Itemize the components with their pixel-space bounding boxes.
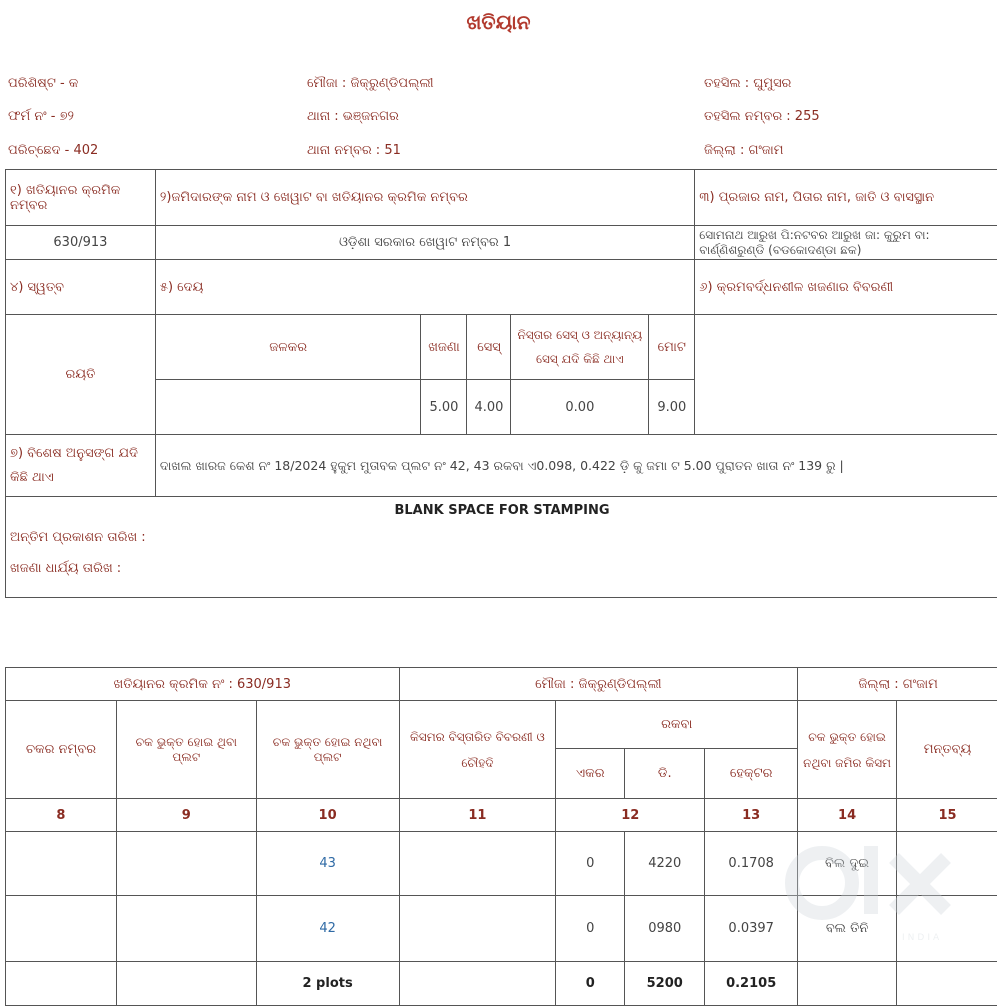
thana-label: ଥାନା : ଭଞ୍ଜନଗର [307, 109, 399, 124]
col-number: 10 [256, 799, 399, 832]
kisam-detail-header: କିସମର ବିସ୍ତାରିତ ବିବରଣୀ ଓ ଚୌହଦି [399, 701, 556, 799]
khatiyan-serial-header: ୧) ଖତିୟାନର କ୍ରମିକ ନମ୍ବର [6, 170, 156, 226]
total-plots: 2 plots [256, 962, 399, 1006]
bishesha-header: ୭) ବିଶେଷ ଅନୁସଙ୍ଗ ଯଦି କିଛି ଥାଏ [6, 435, 156, 497]
ekar-value: 0 [556, 832, 625, 896]
olx-x-shape [894, 858, 946, 910]
olx-watermark-logo [782, 838, 962, 948]
khatiyan-main-table [5, 169, 997, 598]
deya-header: ୫) ଦେୟ [155, 260, 694, 315]
col-number: 11 [399, 799, 556, 832]
di-header: ଡି. [625, 749, 705, 799]
zamindar-value: ଓଡ଼ିଶା ସରକାର ଖେୱାଟ ନମ୍ବର 1 [155, 226, 694, 260]
col-number: 15 [897, 799, 997, 832]
parichhed-label: ପରିଚ୍ଛେଦ - 402 [8, 143, 98, 158]
col-number: 13 [705, 799, 798, 832]
ses-header: ସେସ୍ [467, 315, 511, 380]
hectare-value: 0.0397 [705, 896, 798, 962]
zilla-top: ଜିଲ୍ଲା : ଗଂଜାମ [798, 668, 997, 701]
khajana-header: ଖଜଣା [421, 315, 467, 380]
tahasil-label: ତହସିଲ : ଘୁମୁସର [704, 76, 791, 91]
plot-link[interactable]: 43 [256, 832, 399, 896]
stamping-label: BLANK SPACE FOR STAMPING [10, 503, 994, 518]
khatiyan-serial-top: ଖତିୟାନର କ୍ରମିକ ନଂ : 630/913 [6, 668, 400, 701]
olx-l-shape [864, 846, 878, 914]
chaka-number-header: ଚକର ନମ୍ବର [6, 701, 117, 799]
non-chaka-plot-header: ଚକ ଭୁକ୍ତ ହୋଇ ନଥିବା ପ୍ଲଟ [256, 701, 399, 799]
khajana-dharya-label: ଖଜଣା ଧାର୍ଯ୍ୟ ତାରିଖ : [10, 561, 994, 576]
mot-header: ମୋଟ [649, 315, 695, 380]
total-hectare: 0.2105 [705, 962, 798, 1006]
thana-number-label: ଥାନା ନମ୍ବର : 51 [307, 143, 401, 158]
mouja-label: ମୌଜା : ଜିକ୍ରୁଣ୍ଡିପଲ୍ଲୀ [307, 76, 434, 91]
zamindar-header: ୨)ଜମିଦାରଙ୍କ ନାମ ଓ ଖେୱାଟ ବା ଖତିୟାନର କ୍ରମିକ ନମ୍ବର [155, 170, 694, 226]
total-row [6, 962, 997, 1006]
olx-india-text: INDIA [902, 933, 942, 943]
bishesha-value: ଦାଖଲ ଖାରଜ କେଶ ନଂ 18/2024 ହୁକୁମ ମୁତାବକ ପ୍ଲଟ ନଂ 42, 43 ରକବା ଏ0.098, 0.422 ଡ଼ି କୁ ଜମା ଟ 5.00 ପୁରାତନ ଖାତା ନଂ 139 ରୁ | [155, 435, 997, 497]
jalakar-value [155, 380, 421, 435]
parishista-label: ପରିଶିଷ୍ଟ - କ [8, 76, 78, 91]
rayati-label: ରୟତି [6, 315, 156, 435]
olx-o-shape [792, 853, 852, 913]
empty-cell [695, 315, 997, 435]
ekar-header: ଏକର [556, 749, 625, 799]
total-ekar: 0 [556, 962, 625, 1006]
total-di: 5200 [625, 962, 705, 1006]
khatiyan-serial-value: 630/913 [6, 226, 156, 260]
ekar-value: 0 [556, 896, 625, 962]
zilla-label: ଜିଲ୍ଲା : ଗଂଜାମ [704, 143, 783, 158]
antim-prakashan-label: ଅନ୍ତିମ ପ୍ରକାଶନ ତାରିଖ : [10, 530, 994, 545]
di-value: 0980 [625, 896, 705, 962]
plot-link[interactable]: 42 [256, 896, 399, 962]
khajana-bibarani-header: ୬) କ୍ରମବର୍ଦ୍ଧନଶୀଳ ଖଜଣାର ବିବରଣୀ [695, 260, 997, 315]
mantabya-header: ମନ୍ତବ୍ୟ [897, 701, 997, 799]
land-kisam-value: ବଲ ତିନି [798, 896, 897, 962]
col-number: 8 [6, 799, 117, 832]
land-kisam-value: ବିଲ ଦୁଇ [798, 832, 897, 896]
tahasil-number-label: ତହସିଲ ନମ୍ବର : 255 [704, 109, 820, 124]
ses-value: 4.00 [467, 380, 511, 435]
swatwa-header: ୪) ସ୍ୱତ୍ବ [6, 260, 156, 315]
hectare-value: 0.1708 [705, 832, 798, 896]
land-kisam-header: ଚକ ଭୁକ୍ତ ହୋଇ ନଥିବା ଜମିର କିସମ [798, 701, 897, 799]
praja-header: ୩) ପ୍ରଜାର ନାମ, ପିତାର ନାମ, ଜାତି ଓ ବାସସ୍ଥାନ [695, 170, 997, 226]
di-value: 4220 [625, 832, 705, 896]
hectare-header: ହେକ୍ଟର [705, 749, 798, 799]
stamping-section [6, 497, 997, 598]
nistar-value: 0.00 [511, 380, 649, 435]
col-number: 12 [556, 799, 705, 832]
plot-details-table [5, 667, 997, 1006]
khajana-value: 5.00 [421, 380, 467, 435]
col-number: 9 [116, 799, 256, 832]
rakaba-header: ରକବା [556, 701, 798, 749]
mot-value: 9.00 [649, 380, 695, 435]
page-title: ଖତିୟାନ [0, 10, 997, 34]
nistar-ses-header: ନିସ୍ତାର ସେସ୍ ଓ ଅନ୍ୟାନ୍ୟ ସେସ୍ ଯଦି କିଛି ଥାଏ [511, 315, 649, 380]
col-number: 14 [798, 799, 897, 832]
form-number-label: ଫର୍ମ ନଂ - ୭୨ [8, 109, 74, 124]
mouja-top: ମୌଜା : ଜିକ୍ରୁଣ୍ଡିପଲ୍ଲୀ [399, 668, 798, 701]
jalakar-header: ଜଳକର [155, 315, 421, 380]
praja-value: ସୋମନାଥ ଆରୁଖ ପି:ନଟବର ଆରୁଖ ଜା: କୁରୁମ ବା: ବାର୍ଣ୍ଣିଶରୁଣ୍ଡି (ବଡକୋଦଣ୍ଡା ଛକ) [695, 226, 997, 260]
chaka-plot-header: ଚକ ଭୁକ୍ତ ହୋଇ ଥିବା ପ୍ଲଟ [116, 701, 256, 799]
